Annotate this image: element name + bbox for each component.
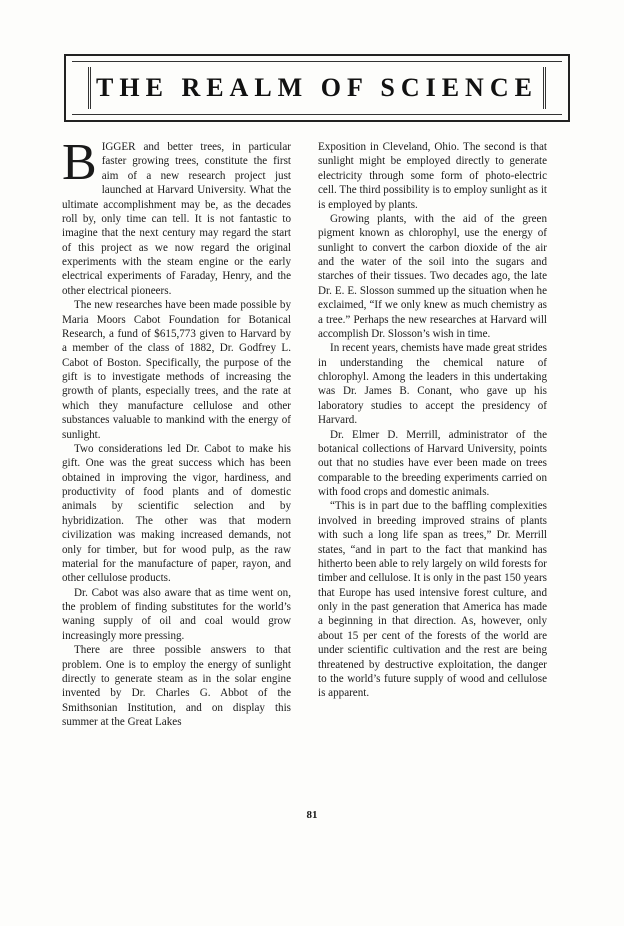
paragraph: Exposition in Cleveland, Ohio. The second is that sunlight might be employed directly to generate electricity through some form of photo-electric cell. The third possibility is to employ sunlight as it is employed by plants. bbox=[318, 141, 547, 211]
article-column-left bbox=[62, 134, 291, 729]
paragraph: Two considerations led Dr. Cabot to make his gift. One was the great success which has been obtained in improving the vigor, hardiness, and productivity of food plants and of domestic animals by scientific selection and by hybridization. The other was that modern civilization was making increased demands, not only for timber, but for wood pulp, as the raw material for the manufacture of paper, rayon, and other cellulose products. bbox=[62, 442, 291, 585]
paragraph: In recent years, chemists have made great strides in understanding the chemical nature of chlorophyl. Among the leaders in this undertaking was Dr. James B. Conant, who gave up his laboratory studies to accept the presidency of Harvard. bbox=[318, 342, 547, 427]
paragraph: Dr. Cabot was also aware that as time went on, the problem of finding substitutes for the world’s waning supply of oil and coal would grow increasingly more pressing. bbox=[62, 586, 291, 642]
paragraph: The new researches have been made possible by Maria Moors Cabot Foundation for Botanical Research, a fund of $615,773 given to Harvard by a member of the class of 1882, Dr. Godfrey L. Cabot of Boston. Specifically, the purpose of the gift is to investigate methods of increasing the growth of plants, especially trees, and the rate at which they manufacture cellulose and other substances valuable to mankind with the energy of sunlight. bbox=[62, 299, 291, 441]
paragraph: “This is in part due to the baffling complexities involved in breeding improved strains of plants with such a long life span as trees,” Dr. Merrill states, “and in part to the fact that mankind has hitherto been able to rely largely on wild forests for timber and cellulose. It is only in the past 150 years that Europe has used intensive forest culture, and only in the past generation that America has made a beginning in that direction. As, however, only about 15 per cent of the forests of the world are under scientific cultivation and the rest are being threatened by destructive exploitation, the danger to the world’s future supply of wood and cellulose is apparent. bbox=[318, 500, 547, 700]
page-number: 81 bbox=[306, 809, 318, 821]
section-title: THE REALM OF SCIENCE bbox=[96, 73, 538, 102]
section-banner bbox=[64, 54, 570, 122]
article-column-right bbox=[318, 140, 547, 701]
paragraph: BIGGER and better trees, in particular faster growing trees, constitute the first aim of a new research project just launched at Harvard University. What the ultimate accomplishment may be, as the decades roll by, only time can tell. It is not fantastic to imagine that the next century may regard the start of this project as we now regard the original experiments with the steam engine or the early electrical experiments of Faraday, Henry, and the other electrical pioneers. bbox=[62, 134, 291, 297]
paragraph: Dr. Elmer D. Merrill, administrator of the botanical collections of Harvard University, points out that no studies have ever been made on trees comparable to the breeding experiments carried on with food crops and domestic animals. bbox=[318, 428, 547, 498]
paragraph: There are three possible answers to that problem. One is to employ the energy of sunlight directly to generate steam as in the solar engine invented by Dr. Charles G. Abbot of the Smithsonian Institution, and on display this summer at the Great Lakes bbox=[62, 644, 291, 728]
paragraph: Growing plants, with the aid of the green pigment known as chlorophyl, use the energy of sunlight to convert the carbon dioxide of the air and the water of the soil into the sugars and starches of their tissues. Two decades ago, the late Dr. E. E. Slosson summed up the situation when he exclaimed, “If we only knew as much chemistry as a tree.” Perhaps the new researches at Harvard will accomplish Dr. Slosson’s wish in time. bbox=[318, 212, 547, 340]
banner-frame bbox=[88, 67, 546, 109]
drop-cap: B bbox=[62, 134, 97, 191]
